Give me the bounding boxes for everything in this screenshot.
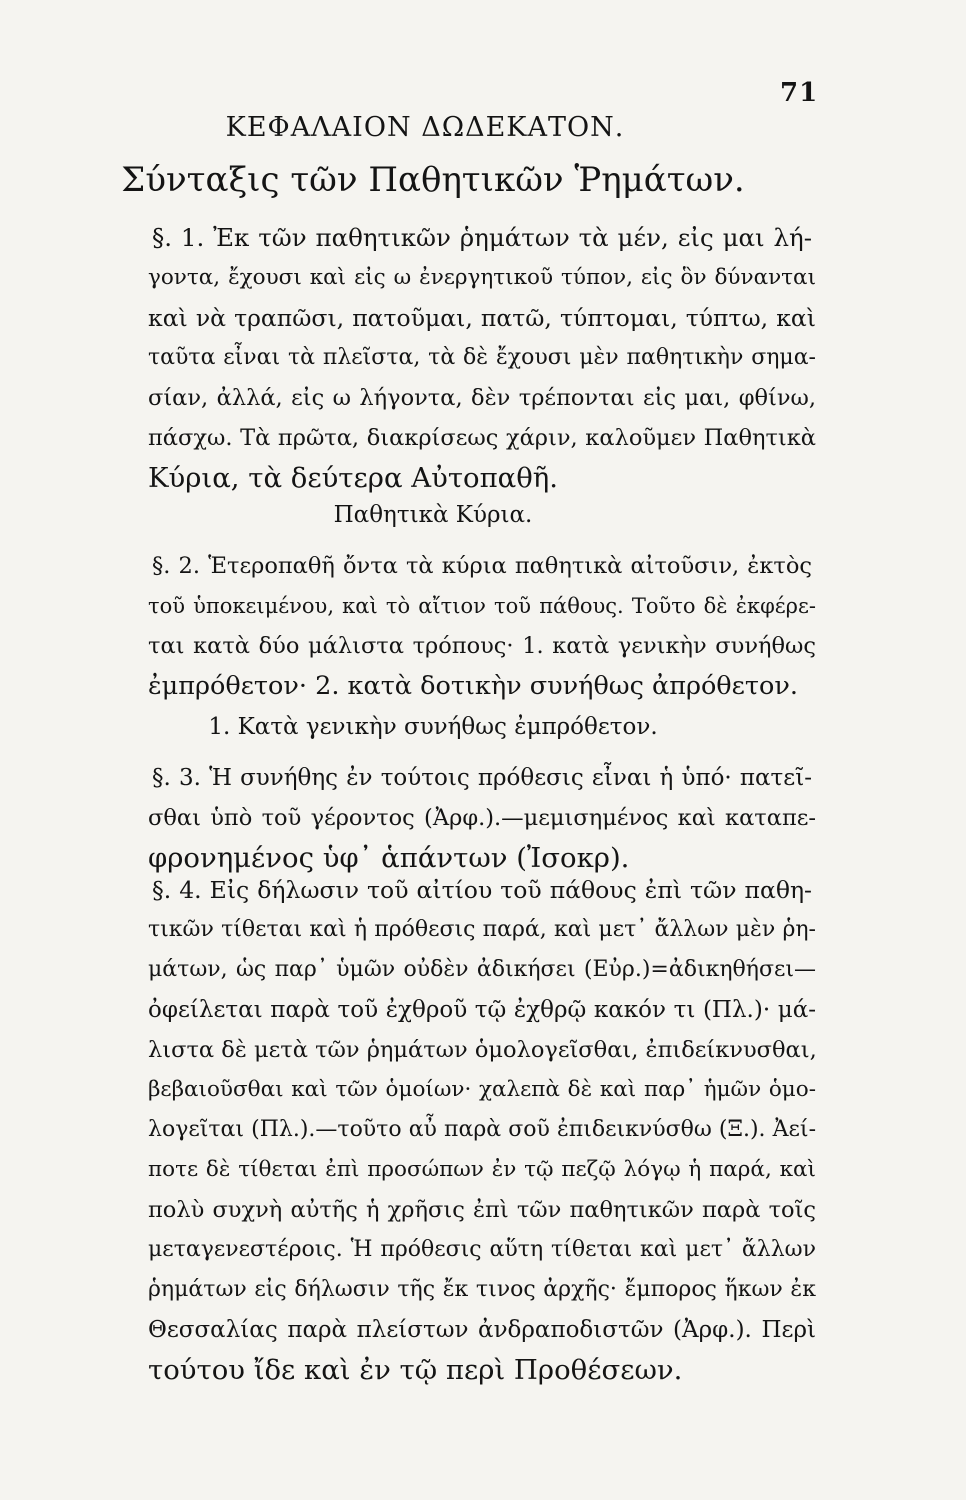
chapter-subtitle-text: Σύνταξις τῶν Παθητικῶν Ῥημάτων. <box>121 160 745 200</box>
text-line: ῥημάτων εἰς δήλωσιν τῆς ἔκ τινος ἀρχῆς· ἔμπορος ἥκων ἐκ <box>148 1277 816 1302</box>
text-line: πάσχω. Τὰ πρῶτα, διακρίσεως χάριν, καλοῦμεν Παθητικὰ <box>148 425 816 451</box>
text-line: σθαι ὑπὸ τοῦ γέροντος (Ἀρφ.).—μεμισημένος καὶ καταπε- <box>148 805 816 831</box>
text-line: Θεσσαλίας παρὰ πλείστων ἀνδραποδιστῶν (Ἀρφ.). Περὶ <box>148 1317 816 1343</box>
text-line: τοῦ ὑποκειμένου, καὶ τὸ αἴτιον τοῦ πάθους. Τοῦτο δὲ ἐκφέρε- <box>148 594 816 618</box>
text-line: φρονημένος ὑφ᾽ ἁπάντων (Ἰσοκρ). <box>148 842 630 874</box>
chapter-subtitle <box>0 160 966 200</box>
page-number: 71 <box>780 78 819 108</box>
section-heading <box>0 502 966 528</box>
text-line: ὀφείλεται παρὰ τοῦ ἐχθροῦ τῷ ἐχθρῷ κακόν τι (Πλ.)· μά- <box>148 997 816 1023</box>
text-line: σίαν, ἀλλά, εἰς ω λήγοντα, δὲν τρέπονται εἰς μαι, φθίνω, <box>148 385 816 411</box>
text-line: ται κατὰ δύο μάλιστα τρόπους· 1. κατὰ γενικὴν συνήθως <box>148 633 816 659</box>
text-line: λογεῖται (Πλ.).—τοῦτο αὖ παρὰ σοῦ ἐπιδεικνύσθω (Ξ.). Ἀεί- <box>148 1117 816 1142</box>
section-heading <box>0 714 966 740</box>
text-line: καὶ νὰ τραπῶσι, πατοῦμαι, πατῶ, τύπτομαι, τύπτω, καὶ <box>148 304 816 332</box>
section-heading-text: 1. Κατὰ γενικὴν συνήθως ἐμπρόθετον. <box>208 714 658 740</box>
text-line: §. 2. Ἑτεροπαθῆ ὄντα τὰ κύρια παθητικὰ αἰτοῦσιν, ἐκτὸς <box>152 553 812 579</box>
text-line: γοντα, ἔχουσι καὶ εἰς ω ἐνεργητικοῦ τύπον, εἰς ὃν δύνανται <box>148 265 816 290</box>
text-line: Κύρια, τὰ δεύτερα Αὐτοπαθῆ. <box>148 462 559 494</box>
text-line: βεβαιοῦσθαι καὶ τῶν ὁμοίων· χαλεπὰ δὲ καὶ παρ᾽ ἡμῶν ὁμο- <box>148 1077 816 1102</box>
text-line: ἐμπρόθετον· 2. κατὰ δοτικὴν συνήθως ἀπρόθετον. <box>148 671 798 701</box>
chapter-heading-text: ΚΕΦΑΛΑΙΟΝ ΔΩΔΕΚΑΤΟΝ. <box>225 112 625 143</box>
text-line: τούτου ἴδε καὶ ἐν τῷ περὶ Προθέσεων. <box>148 1354 683 1386</box>
section-heading-text: Παθητικὰ Κύρια. <box>333 502 533 528</box>
text-line: λιστα δὲ μετὰ τῶν ῥημάτων ὁμολογεῖσθαι, ἐπιδείκνυσθαι, <box>148 1037 817 1063</box>
text-line: §. 1. Ἐκ τῶν παθητικῶν ῥημάτων τὰ μέν, εἰς μαι λή- <box>152 223 812 252</box>
text-line: ταῦτα εἶναι τὰ πλεῖστα, τὰ δὲ ἔχουσι μὲν παθητικὴν σημα- <box>148 345 816 370</box>
text-line: §. 4. Εἰς δήλωσιν τοῦ αἰτίου τοῦ πάθους ἐπὶ τῶν παθη- <box>152 876 812 904</box>
text-line: μεταγενεστέροις. Ἡ πρόθεσις αὕτη τίθεται καὶ μετ᾽ ἄλλων <box>148 1237 816 1262</box>
text-line: τικῶν τίθεται καὶ ἡ πρόθεσις παρά, καὶ μετ᾽ ἄλλων μὲν ῥη- <box>148 917 816 942</box>
text-line: πολὺ συχνὴ αὐτῆς ἡ χρῆσις ἐπὶ τῶν παθητικῶν παρὰ τοῖς <box>148 1197 816 1223</box>
text-line: ποτε δὲ τίθεται ἐπὶ προσώπων ἐν τῷ πεζῷ λόγῳ ἡ παρά, καὶ <box>148 1157 816 1182</box>
text-line: §. 3. Ἡ συνήθης ἐν τούτοις πρόθεσις εἶναι ἡ ὑπό· πατεῖ- <box>152 765 812 791</box>
text-line: μάτων, ὡς παρ᾽ ὑμῶν οὐδὲν ἀδικήσει (Εὐρ.)=ἀδικηθήσει— <box>148 957 816 982</box>
chapter-heading <box>0 112 966 143</box>
